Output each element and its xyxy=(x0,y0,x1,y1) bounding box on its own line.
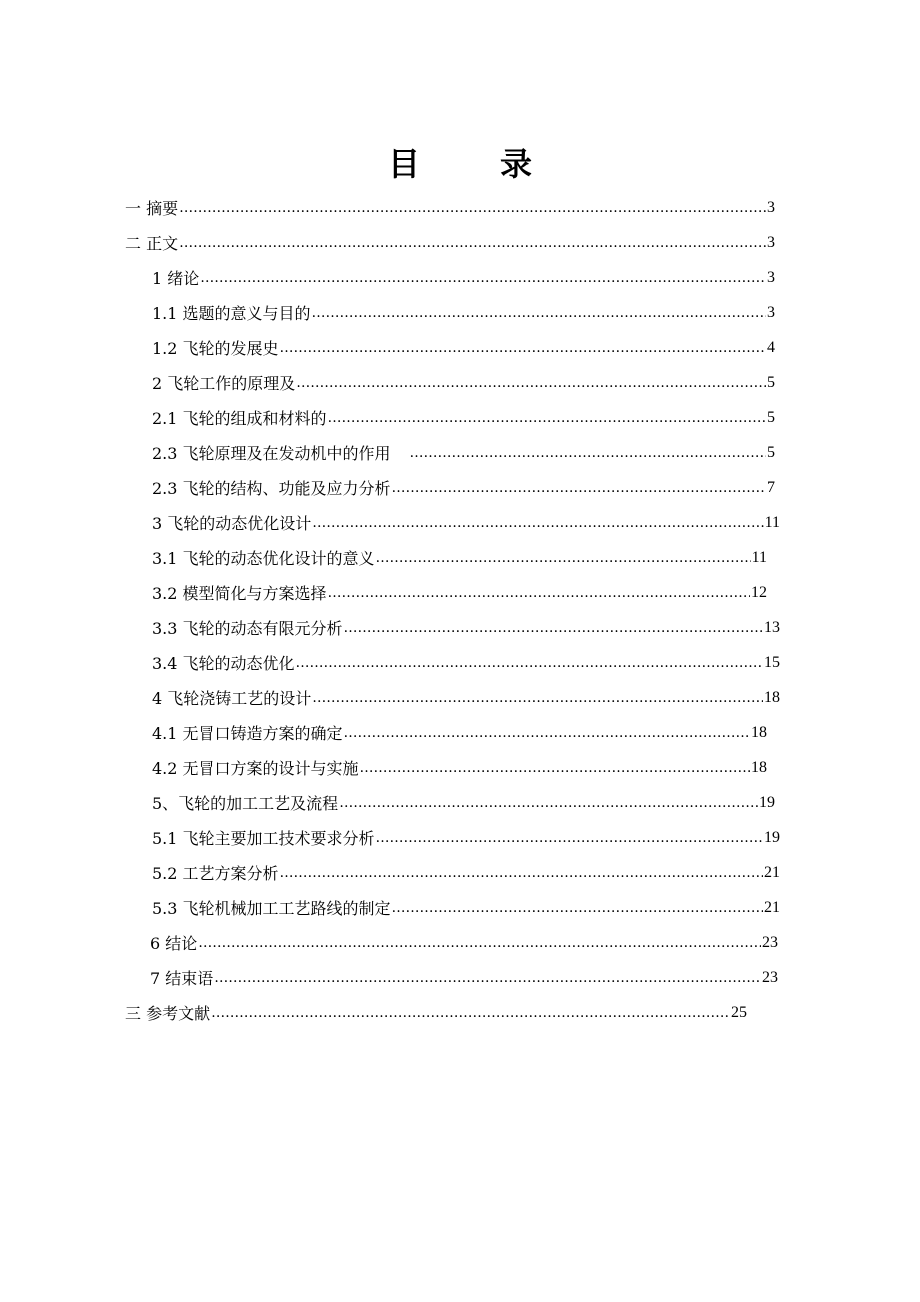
toc-entry-label: 5.2 工艺方案分析 xyxy=(152,864,279,883)
toc-entry[interactable] xyxy=(152,330,775,365)
toc-entry[interactable] xyxy=(150,925,778,960)
toc-entry[interactable] xyxy=(152,890,780,925)
toc-entry-label: 4.1 无冒口铸造方案的确定 xyxy=(152,724,343,743)
toc-entry-page: 23 xyxy=(762,933,778,951)
toc-entry-page: 3 xyxy=(767,268,775,286)
toc-entry-label: 2 飞轮工作的原理及 xyxy=(152,374,296,393)
dot-leader xyxy=(200,270,766,286)
toc-entry-page: 19 xyxy=(764,828,780,846)
toc-entry-page: 18 xyxy=(751,758,767,776)
toc-entry-label: 3.2 模型简化与方案选择 xyxy=(152,584,327,603)
dot-leader xyxy=(296,655,763,671)
toc-entry-page: 5 xyxy=(767,373,775,391)
dot-leader xyxy=(179,200,766,216)
toc-entry[interactable] xyxy=(125,190,775,225)
toc-entry[interactable] xyxy=(150,960,778,995)
toc-entry[interactable] xyxy=(152,365,775,400)
dot-leader xyxy=(328,410,766,426)
dot-leader xyxy=(328,585,750,601)
title-char-2: 录 xyxy=(500,145,533,183)
toc-entry-page: 4 xyxy=(767,338,775,356)
dot-leader xyxy=(312,690,763,706)
toc-entry-label: 5.3 飞轮机械加工工艺路线的制定 xyxy=(152,899,391,918)
dot-leader xyxy=(214,970,761,986)
toc-entry-label: 3.3 飞轮的动态有限元分析 xyxy=(152,619,343,638)
toc-entry-label: 5.1 飞轮主要加工技术要求分析 xyxy=(152,829,375,848)
toc-entry-label: 3.4 飞轮的动态优化 xyxy=(152,654,295,673)
title-char-1: 目 xyxy=(387,145,420,183)
toc-entry-label: 2.3 飞轮原理及在发动机中的作用 xyxy=(152,444,391,463)
toc-entry-page: 3 xyxy=(767,303,775,321)
dot-leader xyxy=(179,235,766,251)
toc-entry-label: 三 参考文献 xyxy=(125,1004,211,1023)
toc-entry[interactable] xyxy=(152,505,780,540)
toc-entry[interactable] xyxy=(152,540,767,575)
toc-entry-label: 一 摘要 xyxy=(125,199,179,218)
dot-leader xyxy=(312,305,766,321)
toc-entry-label: 二 正文 xyxy=(125,234,179,253)
dot-leader xyxy=(376,550,751,566)
dot-leader xyxy=(312,515,763,531)
toc-entry-label: 1.1 选题的意义与目的 xyxy=(152,304,311,323)
toc-entry[interactable] xyxy=(152,295,775,330)
toc-entry[interactable] xyxy=(125,225,775,260)
toc-entry-label: 1.2 飞轮的发展史 xyxy=(152,339,279,358)
toc-entry[interactable] xyxy=(152,610,780,645)
page-title xyxy=(0,142,920,182)
toc-entry[interactable] xyxy=(152,400,775,435)
dot-leader xyxy=(392,480,766,496)
toc-entry-label: 3.1 飞轮的动态优化设计的意义 xyxy=(152,549,375,568)
toc-entry-page: 15 xyxy=(764,653,780,671)
toc-entry-page: 21 xyxy=(764,898,780,916)
toc-entry-page: 11 xyxy=(764,513,780,531)
dot-leader xyxy=(280,340,766,356)
toc-entry-page: 25 xyxy=(731,1003,747,1021)
dot-leader xyxy=(339,795,758,811)
toc-entry-label: 2.3 飞轮的结构、功能及应力分析 xyxy=(152,479,391,498)
toc-entry-label: 4 飞轮浇铸工艺的设计 xyxy=(152,689,312,708)
toc-entry[interactable] xyxy=(152,820,780,855)
toc-entry-label: 3 飞轮的动态优化设计 xyxy=(152,514,312,533)
dot-leader xyxy=(410,445,766,461)
toc-entry-page: 5 xyxy=(767,443,775,461)
toc-entry[interactable] xyxy=(152,575,767,610)
dot-leader xyxy=(211,1005,730,1021)
toc-entry-label: 4.2 无冒口方案的设计与实施 xyxy=(152,759,359,778)
toc-entry-page: 21 xyxy=(764,863,780,881)
toc-entry-page: 18 xyxy=(751,723,767,741)
toc-entry[interactable] xyxy=(152,750,767,785)
dot-leader xyxy=(344,620,763,636)
toc-entry-page: 23 xyxy=(762,968,778,986)
dot-leader xyxy=(296,375,766,391)
toc-entry-page: 19 xyxy=(759,793,775,811)
toc-entry-label: 5、飞轮的加工工艺及流程 xyxy=(152,794,339,813)
toc-entry-label: 2.1 飞轮的组成和材料的 xyxy=(152,409,327,428)
toc-entry-page: 18 xyxy=(764,688,780,706)
toc-entry-page: 12 xyxy=(751,583,767,601)
dot-leader xyxy=(392,900,763,916)
toc-entry-label: 7 结束语 xyxy=(150,969,214,988)
toc-entry[interactable] xyxy=(152,645,780,680)
dot-leader xyxy=(344,725,750,741)
dot-leader xyxy=(280,865,763,881)
toc-entry[interactable] xyxy=(152,680,780,715)
toc-entry[interactable] xyxy=(152,470,775,505)
toc-entry[interactable] xyxy=(152,435,775,470)
toc-entry[interactable] xyxy=(152,855,780,890)
toc-entry[interactable] xyxy=(152,715,767,750)
dot-leader xyxy=(198,935,761,951)
toc-entry[interactable] xyxy=(152,785,775,820)
toc-entry-page: 13 xyxy=(764,618,780,636)
dot-leader xyxy=(360,760,750,776)
toc-entry-page: 3 xyxy=(767,233,775,251)
toc-entry-label: 1 绪论 xyxy=(152,269,200,288)
toc-entry-page: 3 xyxy=(767,198,775,216)
toc-entry-page: 7 xyxy=(767,478,775,496)
toc-entry[interactable] xyxy=(152,260,775,295)
toc-entry-page: 5 xyxy=(767,408,775,426)
toc-entry-page: 11 xyxy=(751,548,767,566)
toc-entry[interactable] xyxy=(125,995,747,1030)
toc-entry-label: 6 结论 xyxy=(150,934,198,953)
dot-leader xyxy=(376,830,763,846)
